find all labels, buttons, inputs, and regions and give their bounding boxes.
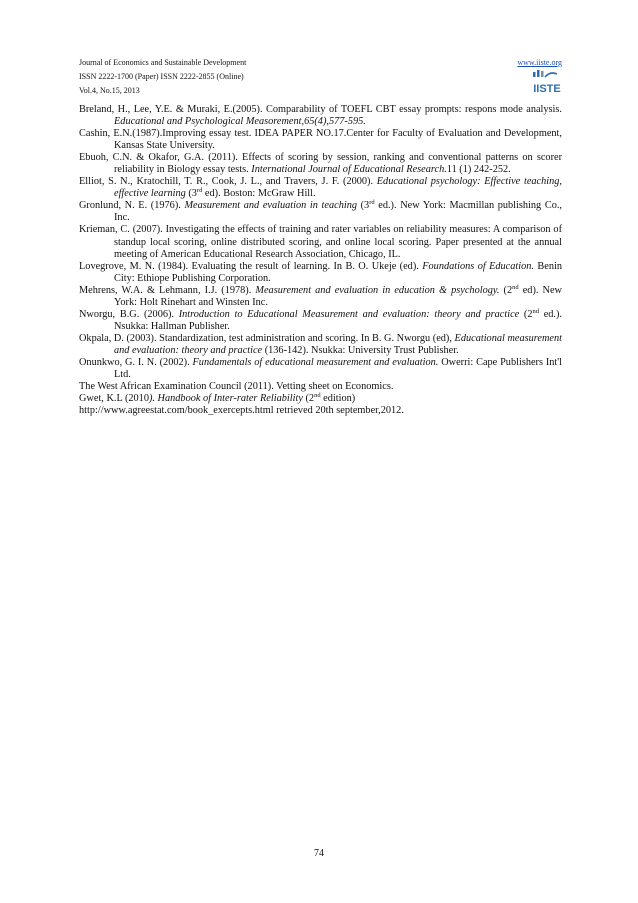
reference-text: Owerri: Cape Publishers Int'l Ltd. bbox=[114, 356, 563, 381]
reference-title: International Journal of Educational Research. bbox=[251, 164, 447, 176]
volume-line: Vol.4, No.15, 2013 bbox=[79, 86, 140, 95]
reference-text: Gronlund, N. E. (1976). bbox=[79, 200, 185, 212]
reference-text: (2 bbox=[499, 284, 513, 296]
reference-text: ed.). New York: Macmillan publishing Co., Inc. bbox=[114, 200, 562, 224]
reference-text: Ebuoh, C.N. & Okafor, G.A. (2011). Effects of scoring by session, ranking and conventional patterns on scorer reliability in Biology essay tests. bbox=[79, 152, 562, 176]
reference-text: Mehrens, W.A. & Lehmann, I.J. (1978). bbox=[79, 284, 256, 296]
reference-title: Educational psychology: Effective teaching, effective learning bbox=[114, 176, 562, 200]
page-header bbox=[79, 56, 562, 100]
reference-text: ed). New York: Holt Rinehart and Winsten Inc. bbox=[114, 284, 562, 308]
reference-text: Okpala, D. (2003). Standardization, test administration and scoring. In B. G. Nworgu (ed), bbox=[79, 332, 455, 344]
reference-text: Cashin, E.N.(1987).Improving essay test. IDEA PAPER NO.17.Center for Faculty of Evaluation and Development, Kansas State University. bbox=[79, 128, 562, 152]
ordinal-suffix: nd bbox=[532, 307, 540, 315]
reference-text: 11 (1) 242-252. bbox=[446, 164, 511, 176]
reference-entry bbox=[79, 285, 562, 309]
reference-entry bbox=[79, 309, 562, 333]
reference-text: The West African Examination Council (2011). Vetting sheet on Economics. bbox=[79, 381, 394, 393]
reference-text: Breland, H., Lee, Y.E. & Muraki, E.(2005). Comparability of TOEFL CBT essay prompts: respons mode analysis. bbox=[79, 104, 562, 115]
reference-text: Elliot, S. N., Kratochill, T. R., Cook, J. L., and Travers, J. F. (2000). bbox=[79, 176, 377, 188]
reference-title: Measurement and evaluation in education & psychology. bbox=[255, 284, 500, 296]
reference-entry bbox=[79, 333, 562, 357]
journal-url-link[interactable]: www.iiste.org bbox=[517, 58, 562, 67]
ordinal-suffix: rd bbox=[196, 187, 203, 195]
reference-text: edition) bbox=[320, 393, 356, 405]
reference-entry bbox=[79, 405, 562, 417]
reference-entry bbox=[79, 128, 562, 152]
page-number: 74 bbox=[314, 848, 324, 859]
reference-text: Nworgu, B.G. (2006). bbox=[79, 308, 179, 320]
reference-text: (2 bbox=[519, 308, 533, 320]
reference-entry bbox=[79, 200, 562, 224]
reference-list bbox=[79, 104, 562, 417]
reference-text: http://www.agreestat.com/book_exercepts.html retrieved 20th september,2012. bbox=[79, 405, 404, 417]
reference-title: Educational measurement and evaluation: theory and practice bbox=[114, 332, 562, 356]
reference-text: ed.). Nsukka: Hallman Publisher. bbox=[114, 308, 563, 332]
reference-text: (3 bbox=[357, 200, 370, 212]
reference-text: Lovegrove, M. N. (1984). Evaluating the result of learning. In B. O. Ukeje (ed). bbox=[79, 260, 423, 272]
ordinal-suffix: nd bbox=[314, 392, 321, 400]
reference-text: ed). Boston: McGraw Hill. bbox=[202, 188, 316, 200]
reference-entry bbox=[79, 357, 562, 381]
logo-wordmark: IISTE bbox=[533, 83, 561, 95]
journal-title: Journal of Economics and Sustainable Development bbox=[79, 58, 247, 67]
reference-text: (2 bbox=[302, 393, 315, 405]
reference-text: Benin City: Ethiope Publishing Corporation. bbox=[114, 260, 562, 284]
ordinal-suffix: rd bbox=[369, 199, 375, 207]
reference-text: Onunkwo, G. I. N. (2002). bbox=[79, 356, 193, 368]
reference-text: Gwet, K.L (2010 bbox=[79, 393, 149, 405]
reference-title: Educational and Psychological Measorement,65(4),577-595. bbox=[114, 116, 366, 128]
iiste-logo bbox=[532, 70, 562, 96]
reference-entry bbox=[79, 261, 562, 285]
reference-entry bbox=[79, 176, 562, 200]
reference-entry bbox=[79, 393, 562, 405]
reference-title: Measurement and evaluation in teaching bbox=[184, 200, 357, 212]
ordinal-suffix: nd bbox=[512, 283, 519, 291]
reference-text: Krieman, C. (2007). Investigating the effects of training and rater variables on reliability measures: A comparison of standup local scoring, online distributed scoring, and online local scoring. Paper presented at the annual meeting of American Educational Research Association, Chicago, IL. bbox=[79, 224, 562, 260]
reference-entry bbox=[79, 104, 562, 128]
reference-text: (3 bbox=[185, 188, 197, 200]
reference-title: Fundamentals of educational measurement and evaluation. bbox=[192, 356, 439, 368]
reference-text: (136-142). Nsukka: University Trust Publisher. bbox=[262, 344, 459, 356]
reference-title: ). Handbook of Inter-rater Reliability bbox=[148, 393, 303, 405]
reference-title: Foundations of Education. bbox=[422, 260, 534, 272]
reference-entry bbox=[79, 224, 562, 260]
issn-line: ISSN 2222-1700 (Paper) ISSN 2222-2855 (Online) bbox=[79, 72, 244, 81]
reference-entry bbox=[79, 152, 562, 176]
reference-title: Introduction to Educational Measurement and evaluation: theory and practice bbox=[178, 308, 520, 320]
